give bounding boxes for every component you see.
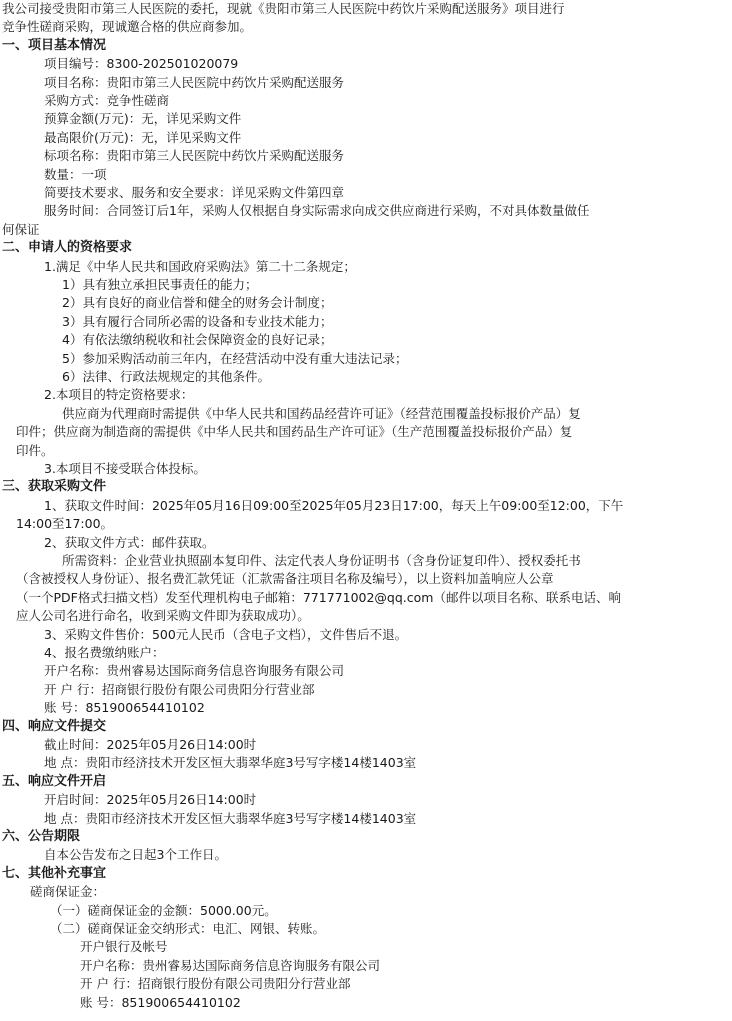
text-line: 采购方式：竞争性磋商 — [44, 93, 170, 108]
section-heading: 七、其他补充事宜 — [2, 865, 107, 881]
text-line: 1）具有独立承担民事责任的能力； — [62, 277, 258, 292]
text-line: 账 号：851900654410102 — [44, 700, 205, 716]
text-line: 磋商保证金： — [30, 884, 106, 900]
section-heading: 五、响应文件开启 — [2, 773, 107, 789]
text-line: 简要技术要求、服务和安全要求：详见采购文件第四章 — [44, 185, 345, 200]
text-line: 供应商为代理商时需提供《中华人民共和国药品经营许可证》（经营范围覆盖投标报价产品）复 — [62, 405, 581, 421]
text-line: 项目名称：贵阳市第三人民医院中药饮片采购配送服务 — [44, 74, 345, 90]
section-heading: 二、申请人的资格要求 — [2, 240, 133, 256]
text-line: 开 户 行：招商银行股份有限公司贵阳分行营业部 — [44, 681, 315, 697]
text-line: 印件；供应商为制造商的需提供《中华人民共和国药品生产许可证》（生产范围覆盖投标报价产品）复 — [16, 424, 573, 440]
text-line: （含被授权人身份证）、报名费汇款凭证（汇款需备注项目名称及编号），以上资料加盖响应人公章 — [16, 571, 554, 587]
text-line: 1、获取文件时间：2025年05月16日09:00至2025年05月23日17:00，每天上午09:00至12:00，下午 — [44, 497, 624, 513]
text-line: 开户名称：贵州睿易达国际商务信息咨询服务有限公司 — [44, 663, 345, 679]
section-heading: 四、响应文件提交 — [2, 718, 107, 734]
text-line: 项目编号：8300-202501020079 — [44, 56, 239, 72]
text-line: 2.本项目的特定资格要求： — [44, 387, 194, 403]
text-line: 账 号：851900654410102 — [80, 994, 241, 1010]
text-line: 3.本项目不接受联合体投标。 — [44, 461, 206, 476]
text-line: 开 户 行：招商银行股份有限公司贵阳分行营业部 — [80, 976, 351, 992]
text-line: 数量：一项 — [44, 166, 107, 182]
text-line: 预算金额(万元)：无，详见采购文件 — [44, 111, 242, 127]
text-line: 4）有依法缴纳税收和社会保障资金的良好记录； — [62, 332, 333, 348]
text-line: 6）法律、行政法规规定的其他条件。 — [62, 369, 270, 384]
text-line: （一个PDF格式扫描文档）发至代理机构电子邮箱：771771002@qq.com（邮件以项目名称、联系电话、响 — [16, 589, 621, 605]
text-line: 开户名称：贵州睿易达国际商务信息咨询服务有限公司 — [80, 957, 381, 973]
text-line: 4、报名费缴纳账户： — [44, 645, 165, 660]
text-line: 地 点：贵阳市经济技术开发区恒大翡翠华庭3号写字楼14楼1403室 — [44, 810, 417, 826]
text-line: 最高限价(万元)：无，详见采购文件 — [44, 129, 242, 145]
text-line: 1.满足《中华人民共和国政府采购法》第二十二条规定； — [44, 258, 356, 274]
text-line: 截止时间：2025年05月26日14:00时 — [44, 737, 257, 752]
text-line: 应人公司名进行命名，收到采购文件即为获取成功）。 — [16, 608, 310, 624]
text-line: 3）具有履行合同所必需的设备和专业技术能力； — [62, 313, 333, 329]
text-line: （一）磋商保证金的金额：5000.00元。 — [50, 902, 277, 918]
text-line: 14:00至17:00。 — [16, 516, 114, 532]
text-line: 2、获取文件方式：邮件获取。 — [44, 534, 215, 550]
text-line: 5）参加采购活动前三年内，在经营活动中没有重大违法记录； — [62, 350, 408, 366]
text-line: （二）磋商保证金交纳形式：电汇、网银、转账。 — [50, 921, 326, 936]
text-line: 印件。 — [16, 442, 54, 458]
text-line: 标项名称：贵阳市第三人民医院中药饮片采购配送服务 — [44, 148, 345, 164]
text-line: 开启时间：2025年05月26日14:00时 — [44, 792, 257, 808]
text-line: 所需资料：企业营业执照副本复印件、法定代表人身份证明书（含身份证复印件）、授权委托书 — [62, 553, 581, 568]
section-heading: 六、公告期限 — [2, 829, 81, 844]
text-line: 2）具有良好的商业信誉和健全的财务会计制度； — [62, 295, 333, 311]
text-line: 地 点：贵阳市经济技术开发区恒大翡翠华庭3号写字楼14楼1403室 — [44, 755, 417, 771]
text-line: 竞争性磋商采购，现诚邀合格的供应商参加。 — [2, 19, 253, 35]
text-line: 3、采购文件售价：500元人民币（含电子文档），文件售后不退。 — [44, 626, 408, 642]
text-line: 服务时间：合同签订后1年，采购人仅根据自身实际需求向成交供应商进行采购，不对具体数量做任 — [44, 203, 590, 219]
text-line: 开户银行及帐号 — [80, 939, 168, 955]
text-line: 何保证 — [2, 221, 40, 237]
section-heading: 一、项目基本情况 — [2, 37, 107, 53]
section-heading: 三、获取采购文件 — [2, 479, 107, 495]
text-line: 我公司接受贵阳市第三人民医院的委托，现就《贵阳市第三人民医院中药饮片采购配送服务》项目进行 — [2, 1, 565, 16]
text-line: 自本公告发布之日起3个工作日。 — [44, 847, 227, 863]
